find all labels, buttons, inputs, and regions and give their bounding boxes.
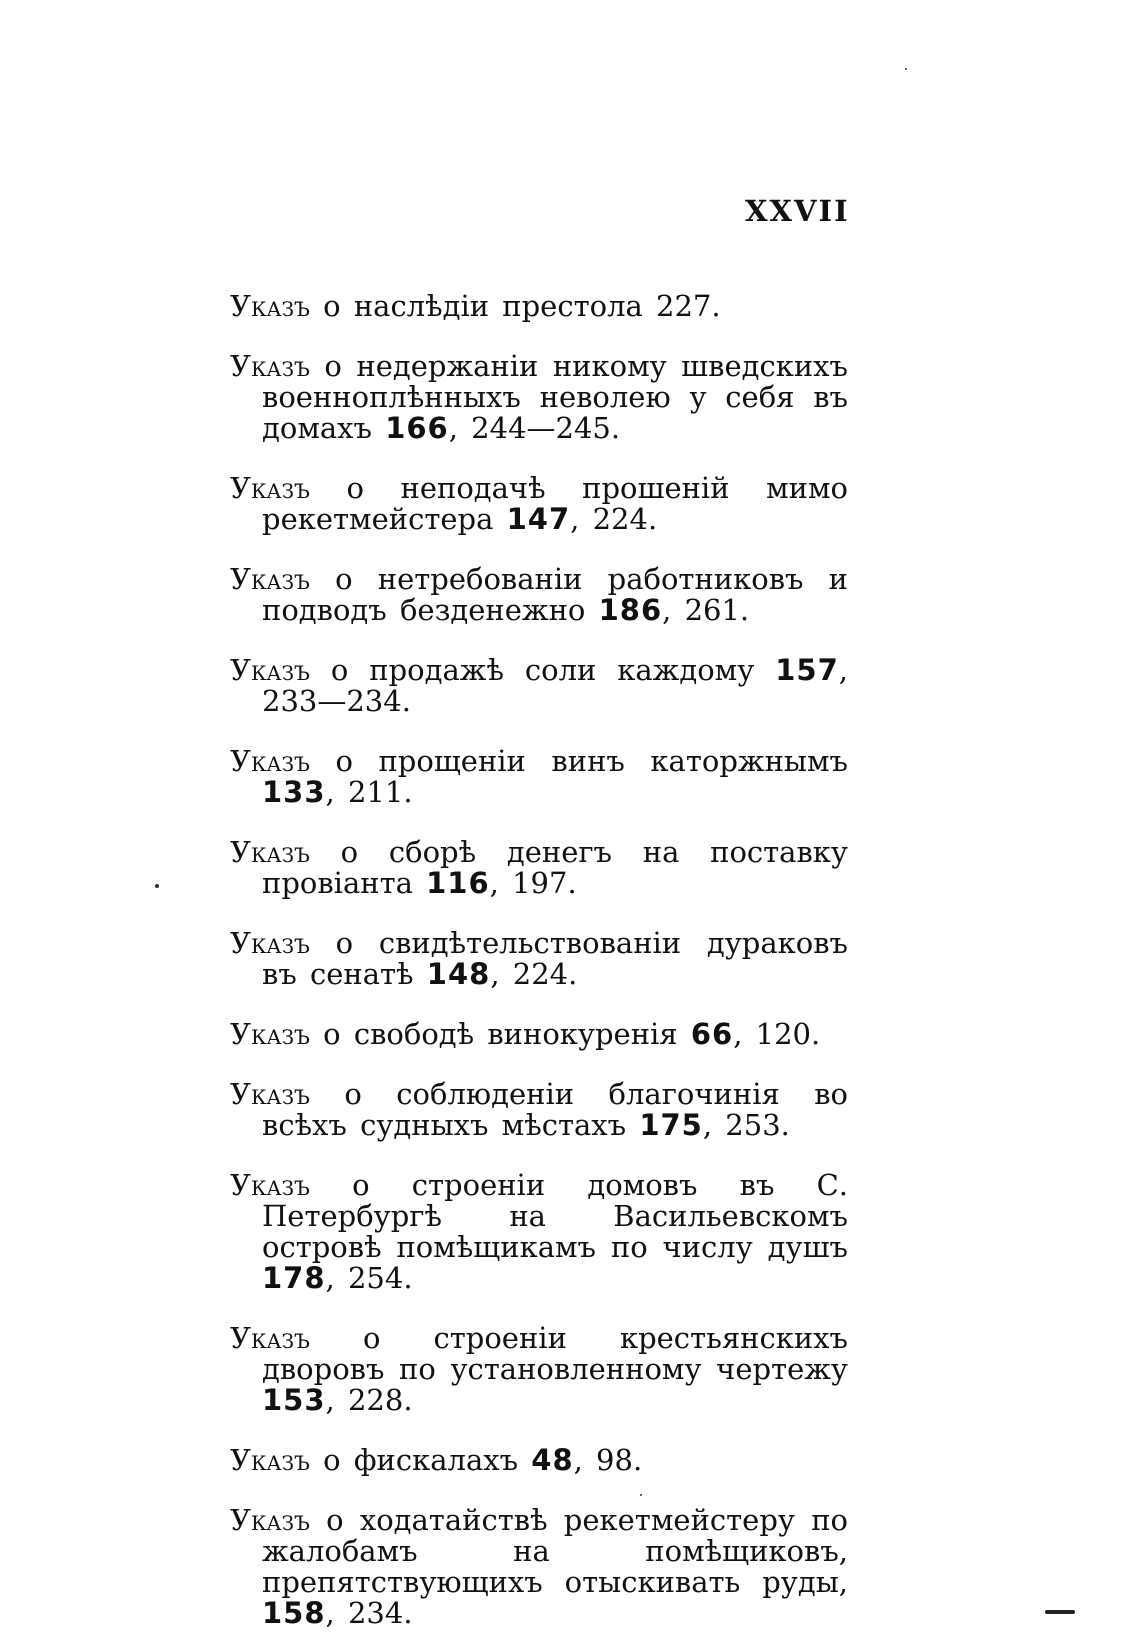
entry-bold-number: 186 [598,593,663,627]
entry-text: о продажѣ соли каждому [309,653,776,687]
entry-tail: , 211. [325,775,413,809]
entry-bold-number: 147 [506,502,571,536]
entry-bold-number: 48 [531,1443,574,1477]
index-entry [230,1445,848,1476]
index-entry [230,473,848,535]
entry-text: о свободѣ винокуренія [309,1017,691,1051]
print-speck [640,1494,642,1496]
entry-text: о нетребованіи работниковъ и подводъ безденежно [262,562,848,627]
entry-bold-number: 175 [639,1108,703,1142]
index-entry [230,837,848,899]
index-entry [230,351,848,444]
index-entry [230,1079,848,1141]
entry-lead: Указъ [230,1168,310,1202]
index-entry [230,928,848,990]
entry-bold-number: 157 [775,653,839,687]
print-speck [905,68,907,70]
entry-tail: , 244—245. [448,411,621,445]
entry-text: о ходатайствѣ рекетмейстеру по жалобамъ на помѣщиковъ, препятствующихъ отыскивать руды, [262,1503,848,1599]
entry-tail: , 261. [662,593,750,627]
entry-bold-number: 153 [262,1383,326,1417]
entry-bold-number: 166 [385,411,449,445]
entry-lead: Указъ [230,926,310,960]
entry-text: о строеніи домовъ въ С. Петербургѣ на Васильевскомъ островѣ помѣщикамъ по числу душъ [262,1168,848,1264]
entry-tail: , 233—234. [262,653,848,718]
index-entry [230,1170,848,1294]
entry-lead: Указъ [230,1443,310,1477]
print-speck [155,884,159,888]
index-entry [230,1505,848,1629]
entry-lead: Указъ [230,1503,310,1537]
entry-lead: Указъ [230,653,310,687]
page-number: XXVII [745,194,850,228]
entry-bold-number: 66 [690,1017,734,1051]
entry-lead: Указъ [230,835,310,869]
entry-tail: , 197. [489,866,577,900]
entry-text: о фискалахъ [309,1443,532,1477]
entry-bold-number: 148 [426,957,491,991]
entry-bold-number: 133 [262,775,326,809]
entry-lead: Указъ [230,744,310,778]
entry-lead: Указъ [230,471,310,505]
index-entry [230,291,848,322]
index-entry [230,1323,848,1416]
entry-tail: , 254. [325,1261,413,1295]
entry-text: о наслѣдіи престола 227. [309,289,721,323]
entry-tail: , 224. [570,502,658,536]
entry-text: о сборѣ денегъ на поставку провіанта [262,835,848,900]
entry-text: о свидѣтельствованіи дураковъ въ сенатѣ [262,926,848,991]
entry-tail: , 253. [702,1108,790,1142]
entry-tail: , 228. [325,1383,413,1417]
entry-tail: , 98. [573,1443,643,1477]
entry-text: о недержаніи никому шведскихъ военноплѣнныхъ неволею у себя въ домахъ [262,349,848,445]
entry-text: о соблюденіи благочинія во всѣхъ судныхъ мѣстахъ [262,1077,848,1142]
entry-tail: , 224. [490,957,578,991]
entry-lead: Указъ [230,349,310,383]
page-edge-mark [1045,1610,1075,1614]
entry-bold-number: 178 [262,1261,326,1295]
entry-lead: Указъ [230,1321,310,1355]
entry-bold-number: 158 [262,1596,326,1630]
entry-text: о неподачѣ прошеній мимо рекетмейстера [262,471,848,536]
index-list [230,262,848,1641]
entry-tail: , 120. [733,1017,821,1051]
index-entry [230,564,848,626]
entry-tail: , 234. [325,1596,413,1630]
entry-lead: Указъ [230,1077,310,1111]
index-entry [230,1019,848,1050]
entry-lead: Указъ [230,1017,310,1051]
entry-lead: Указъ [230,562,310,596]
entry-text: о прощеніи винъ каторжнымъ [309,744,848,778]
entry-lead: Указъ [230,289,310,323]
entry-text: о строеніи крестьянскихъ дворовъ по установленному чертежу [262,1321,848,1386]
index-entry [230,746,848,808]
index-entry [230,655,848,717]
entry-bold-number: 116 [426,866,490,900]
